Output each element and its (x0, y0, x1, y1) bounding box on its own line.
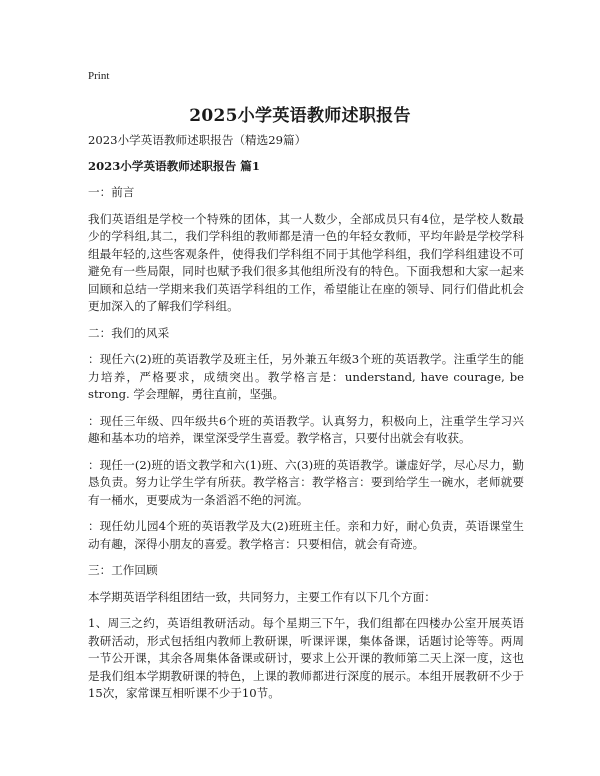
report-heading: 2023小学英语教师述职报告 篇1 (88, 158, 260, 173)
paragraph-teacher-4: ：现任幼儿园4个班的英语教学及大(2)班班主任。亲和力好，耐心负责，英语课堂生动有趣，深得小朋友的喜爱。教学格言：只要相信，就会有奇迹。 (88, 519, 524, 551)
document-title: 2025小学英语教师述职报告 (189, 106, 411, 126)
section-heading-style: 二：我们的风采 (88, 325, 170, 340)
print-label: Print (88, 70, 110, 82)
section-heading-review: 三：工作回顾 (88, 563, 158, 577)
paragraph-teacher-3: ：现任一(2)班的语文教学和六(1)班、六(3)班的英语教学。谦虚好学，尽心尽力，勤恳负责。努力让学生学有所获。教学格言：教学格言：要到给学生一碗水，老师就要有一桶水，更要成为一条滔滔不绝的河流。 (88, 457, 524, 507)
paragraph-intro: 我们英语组是学校一个特殊的团体，其一人数少，全部成员只有4位，是学校人数最少的学科组,其二，我们学科组的教师都是清一色的年轻女教师，平均年龄是学校学科组最年轻的,这些客观条件，使得我们学科组不同于其他学科组，我们学科组建设不可避免有一些局限，同时也赋予我们很多其他组所没有的特色。下面我想和大家一起来回顾和总结一学期来我们英语学科组的工作，希望能让在座的领导、同行们借此机会更加深入的了解我们学科组。 (88, 211, 524, 313)
paragraph-review-1: 1、周三之约，英语组教研活动。每个星期三下午，我们组都在四楼办公室开展英语教研活动，形式包括组内教师上教研课，听课评课，集体备课，话题讨论等等。两周一节公开课，其余各周集体备课或研讨，要求上公开课的教师第二天上深一度，这也是我们组本学期教研课的特色，上课的教师都进行深度的展示。本组开展教研不少于15次，家常课互相听课不少于10节。 (88, 616, 524, 700)
document-subtitle: 2023小学英语教师述职报告（精选29篇） (88, 133, 307, 147)
section-heading-preface: 一：前言 (88, 185, 135, 199)
paragraph-review-intro: 本学期英语学科组团结一致，共同努力，主要工作有以下几个方面： (88, 589, 436, 604)
paragraph-teacher-2: ：现任三年级、四年级共6个班的英语教学。认真努力，积极向上，注重学生学习兴趣和基本功的培养，课堂深受学生喜爱。教学格言，只要付出就会有收获。 (88, 413, 524, 445)
paragraph-teacher-1: ：现任六(2)班的英语教学及班主任，另外兼五年级3个班的英语教学。注重学生的能力培养，严格要求，成绩突出。教学格言是：understand, have courage, be strong. 学会理解，勇往直前，坚强。 (88, 352, 524, 401)
document-body (88, 130, 524, 703)
